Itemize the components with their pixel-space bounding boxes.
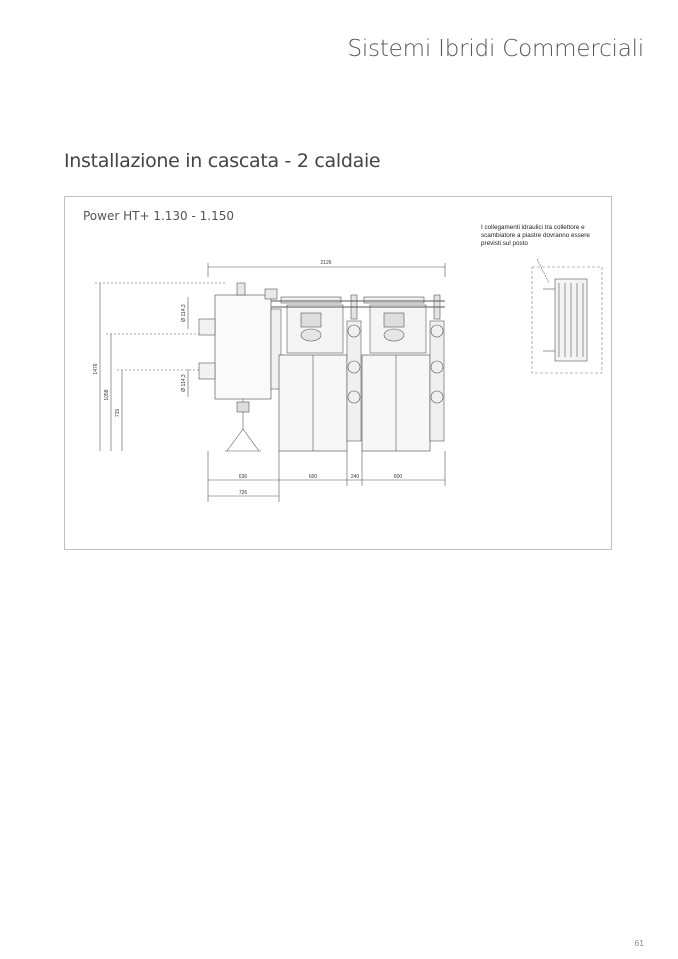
section-title: Installazione in cascata - 2 caldaie [64, 150, 381, 172]
dim-height-mid: 1058 [104, 389, 110, 401]
dim-height-low: 715 [115, 408, 121, 418]
figure-box [64, 196, 612, 550]
dim-pipe-top: Ø 114,3 [181, 304, 187, 322]
dim-total-width: 2126 [320, 260, 332, 266]
dim-636: 636 [238, 474, 248, 480]
figure-note: I collegamenti idraulici tra collettore e scambiatore a piastre dovranno essere previsti sul posto [481, 224, 590, 248]
technical-drawing [65, 197, 611, 549]
dim-240: 240 [350, 474, 360, 480]
dim-pipe-bottom: Ø 114,3 [181, 374, 187, 392]
dim-726: 726 [238, 490, 248, 496]
figure-caption: Power HT+ 1.130 - 1.150 [83, 209, 234, 223]
page-number: 61 [634, 938, 644, 948]
dim-height-total: 1476 [93, 363, 99, 375]
header-title: Sistemi Ibridi Commerciali [347, 36, 644, 62]
dim-600-a: 600 [308, 474, 318, 480]
dim-600-b: 600 [393, 474, 403, 480]
